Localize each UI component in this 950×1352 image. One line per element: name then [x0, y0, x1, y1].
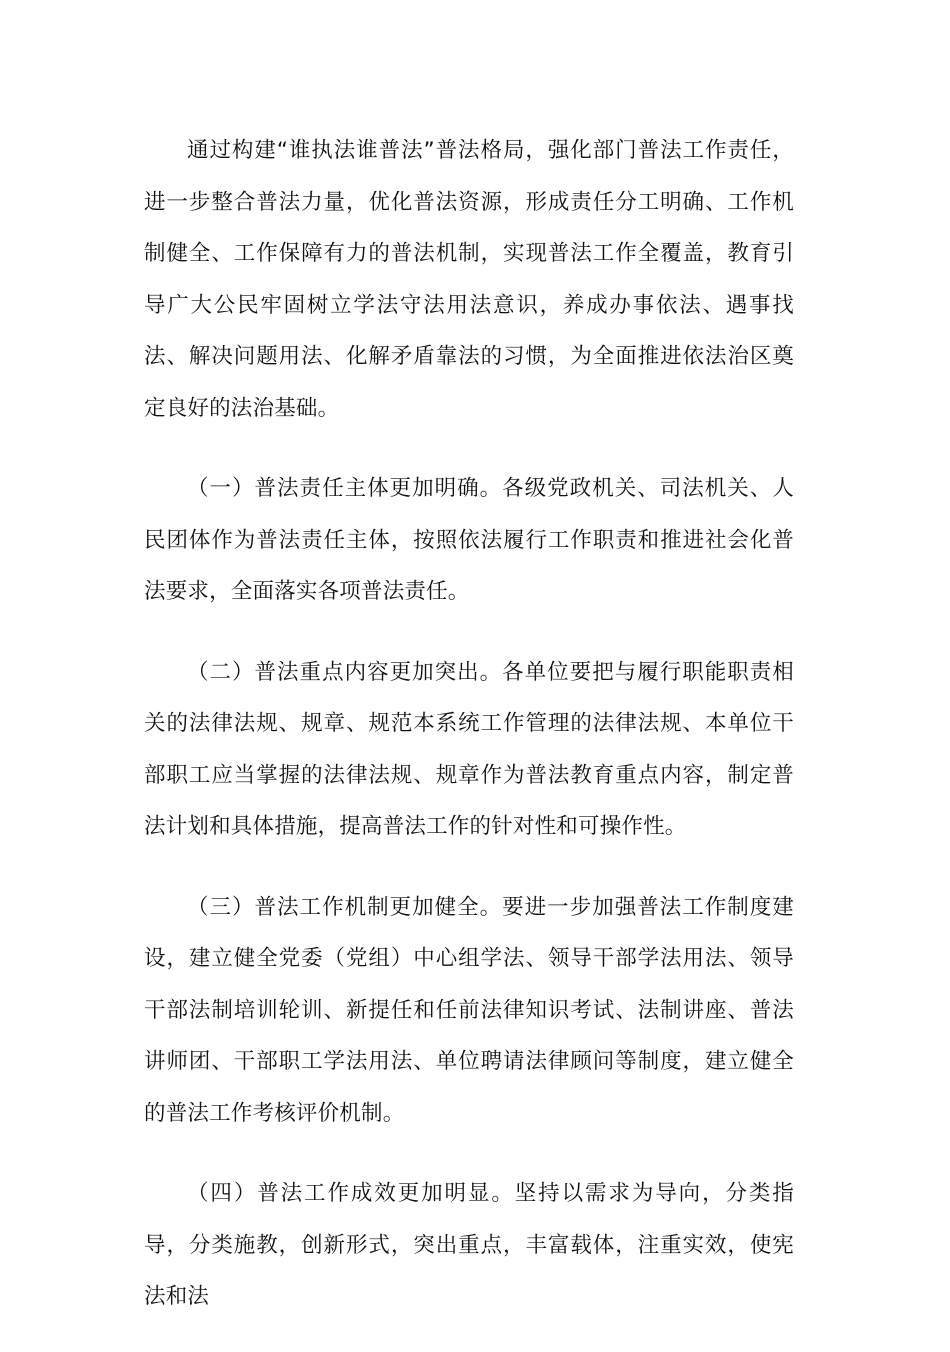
document-body [144, 125, 794, 1352]
paragraph-item-4: （四）普法工作成效更加明显。坚持以需求为导向，分类指导，分类施教，创新形式，突出重点，丰富载体，注重实效，使宪法和法 [144, 1181, 794, 1309]
paragraph-item-2: （二）普法重点内容更加突出。各单位要把与履行职能职责相关的法律法规、规章、规范本系统工作管理的法律法规、本单位干部职工应当掌握的法律法规、规章作为普法教育重点内容，制定普法计划和具体措施，提高普法工作的针对性和可操作性。 [144, 659, 794, 839]
paragraph-item-1: （一）普法责任主体更加明确。各级党政机关、司法机关、人民团体作为普法责任主体，按照依法履行工作职责和推进社会化普法要求，全面落实各项普法责任。 [144, 476, 794, 604]
paragraph-intro: 通过构建“谁执法谁普法”普法格局，强化部门普法工作责任，进一步整合普法力量，优化普法资源，形成责任分工明确、工作机制健全、工作保障有力的普法机制，实现普法工作全覆盖，教育引导广大公民牢固树立学法守法用法意识，养成办事依法、遇事找法、解决问题用法、化解矛盾靠法的习惯，为全面推进依法治区奠定良好的法治基础。 [144, 138, 794, 421]
paragraph-item-3: （三）普法工作机制更加健全。要进一步加强普法工作制度建设，建立健全党委（党组）中心组学法、领导干部学法用法、领导干部法制培训轮训、新提任和任前法律知识考试、法制讲座、普法讲师团、干部职工学法用法、单位聘请法律顾问等制度，建立健全的普法工作考核评价机制。 [144, 894, 794, 1126]
